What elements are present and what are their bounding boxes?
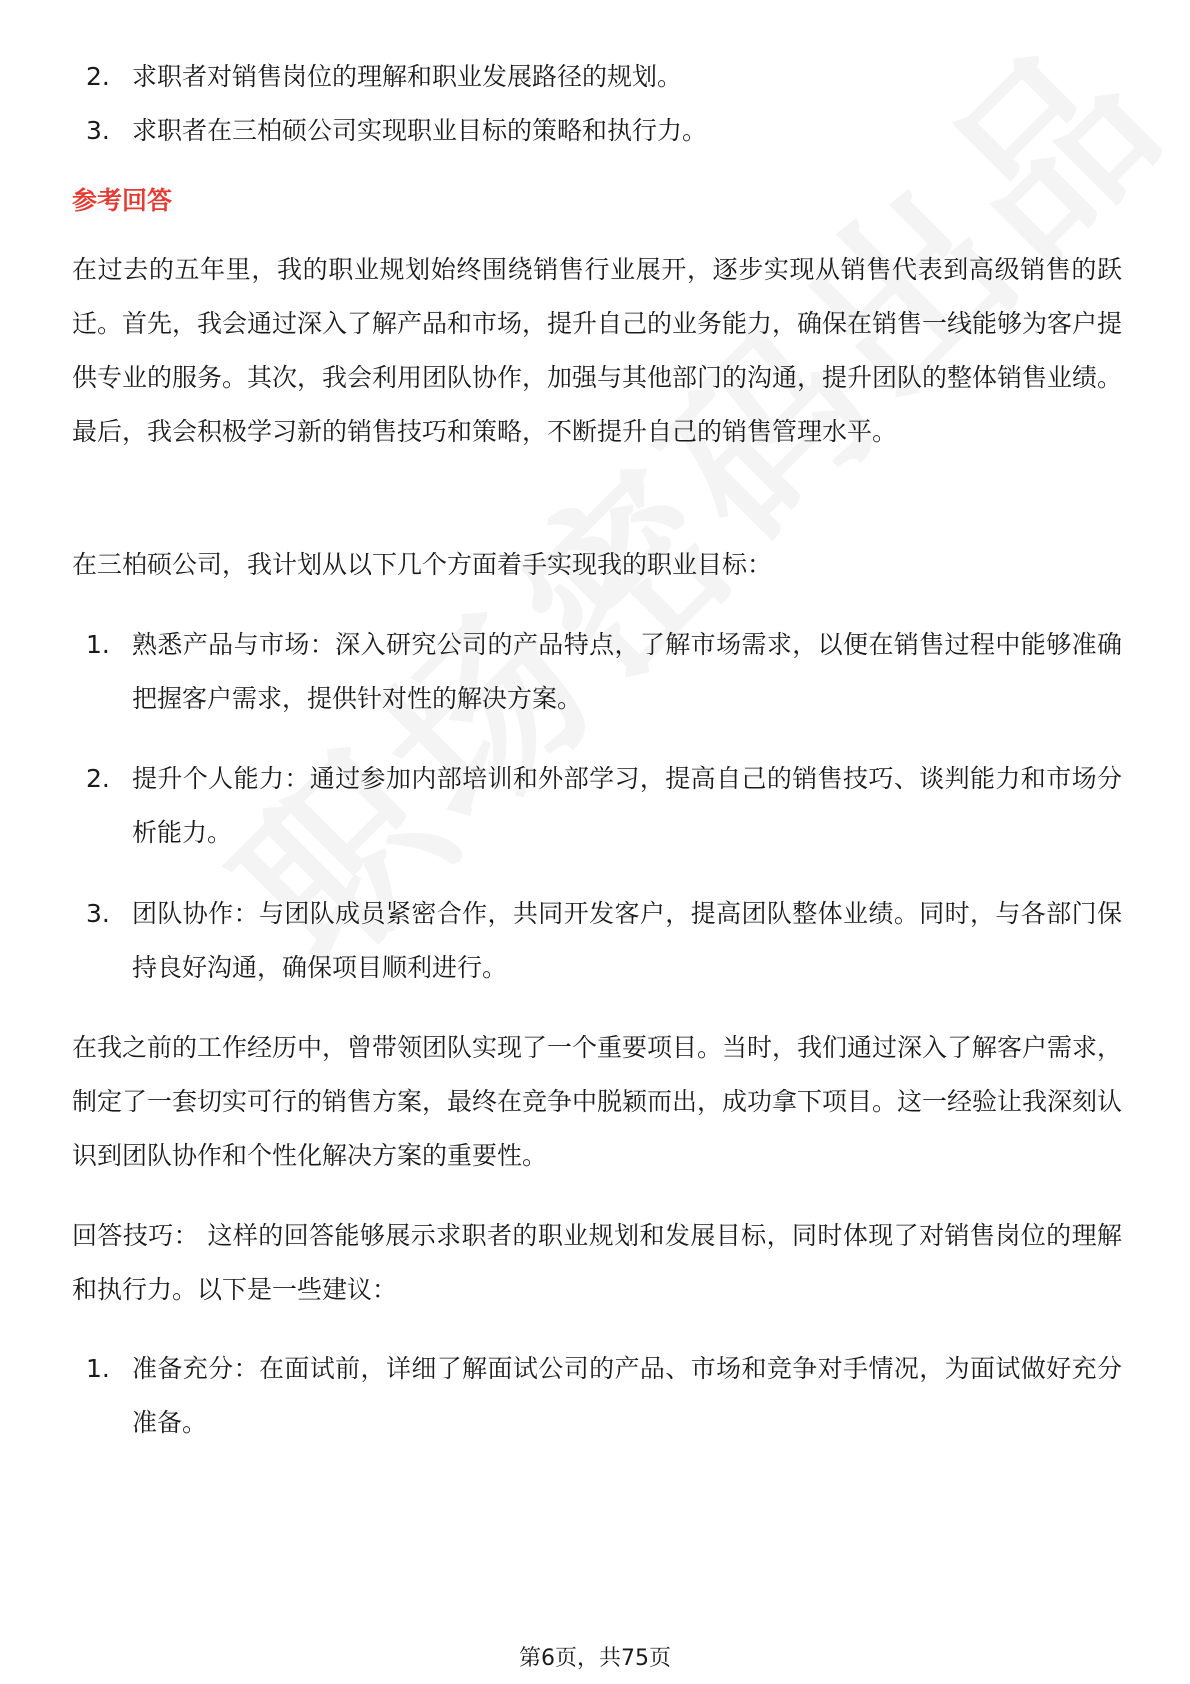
list-number: 2. (86, 62, 110, 91)
list-text: 提升个人能力：通过参加内部培训和外部学习，提高自己的销售技巧、谈判能力和市场分析能力。 (132, 764, 1122, 847)
section-heading: 参考回答 (72, 186, 173, 215)
list-number: 3. (86, 116, 110, 145)
list-text: 求职者在三柏硕公司实现职业目标的策略和执行力。 (132, 116, 708, 145)
list-text: 求职者对销售岗位的理解和职业发展路径的规划。 (132, 62, 683, 91)
paragraph-tips: 回答技巧： 这样的回答能够展示求职者的职业规划和发展目标，同时体现了对销售岗位的理解和执行力。以下是一些建议： (72, 1221, 1122, 1304)
list-number: 1. (86, 1354, 110, 1383)
paragraph-experience: 在我之前的工作经历中，曾带领团队实现了一个重要项目。当时，我们通过深入了解客户需求，制定了一套切实可行的销售方案，最终在竞争中脱颖而出，成功拿下项目。这一经验让我深刻认识到团队协作和个性化解决方案的重要性。 (72, 1033, 1123, 1170)
page-footer: 第6页，共75页 (519, 1646, 671, 1671)
list-text: 团队协作：与团队成员紧密合作，共同开发客户，提高团队整体业绩。同时，与各部门保持良好沟通，确保项目顺利进行。 (132, 899, 1122, 982)
list-number: 2. (86, 764, 110, 793)
list-number: 3. (86, 899, 110, 928)
list-text: 熟悉产品与市场：深入研究公司的产品特点，了解市场需求，以便在销售过程中能够准确把握客户需求，提供针对性的解决方案。 (132, 630, 1122, 713)
paragraph-plan-intro: 在三柏硕公司，我计划从以下几个方面着手实现我的职业目标： (72, 550, 773, 579)
list-text: 准备充分：在面试前，详细了解面试公司的产品、市场和竞争对手情况，为面试做好充分准备。 (132, 1354, 1122, 1437)
list-number: 1. (86, 630, 110, 659)
paragraph-answer: 在过去的五年里，我的职业规划始终围绕销售行业展开，逐步实现从销售代表到高级销售的跃迁。首先，我会通过深入了解产品和市场，提升自己的业务能力，确保在销售一线能够为客户提供专业的服务。其次，我会利用团队协作，加强与其他部门的沟通，提升团队的整体销售业绩。最后，我会积极学习新的销售技巧和策略，不断提升自己的销售管理水平。 (72, 255, 1123, 446)
